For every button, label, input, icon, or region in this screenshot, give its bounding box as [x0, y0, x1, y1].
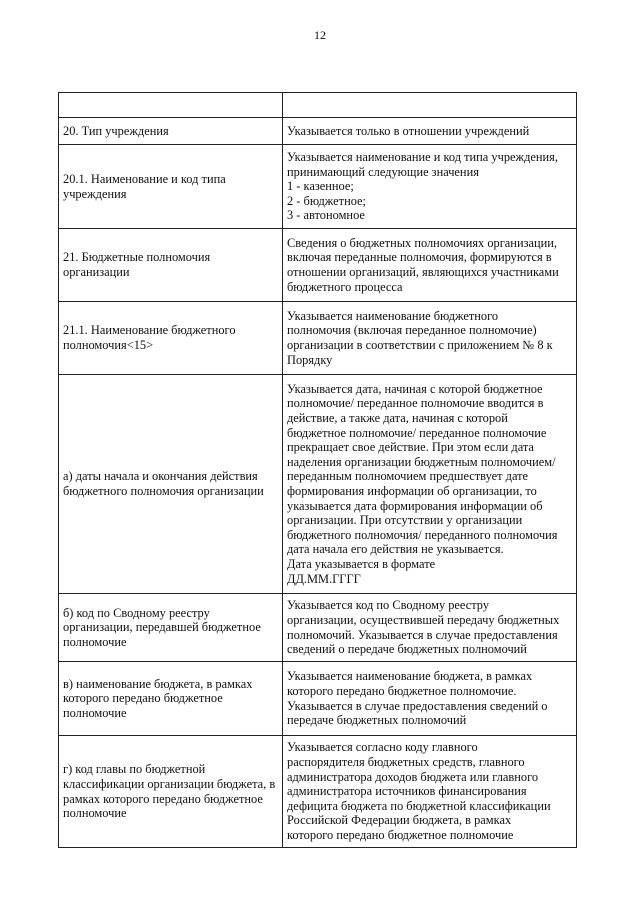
cell-line: Порядку [287, 352, 333, 367]
cell-left: 20.1. Наименование и код типа учреждения [59, 145, 283, 229]
table-row [59, 229, 577, 302]
cell-right [283, 375, 577, 594]
cell-line: включая переданные полномочия, формируются в [287, 250, 552, 265]
cell-line: администратора доходов бюджета или главного [287, 769, 539, 784]
cell-line: указывается дата формирования информации об [287, 498, 543, 513]
table-row [59, 145, 577, 229]
cell-left: г) код главы по бюджетной классификации организации бюджета, в рамках которого передано бюджетное полномочие [59, 736, 283, 848]
cell-right [283, 736, 577, 848]
cell-line: 2 - бюджетное; [287, 193, 366, 208]
cell-left: 21. Бюджетные полномочия организации [59, 229, 283, 302]
cell-line: бюджетного полномочия/ переданного полномочия [287, 527, 558, 542]
cell-line: бюджетного процесса [287, 279, 403, 294]
cell-line: наделения организации бюджетным полномочием/ [287, 454, 556, 469]
cell-right [283, 594, 577, 662]
cell-line: которого передано бюджетное полномочие [287, 827, 514, 842]
cell-line: дата начала его действия не указывается. [287, 542, 504, 557]
cell-line: Указывается наименование бюджета, в рамках [287, 669, 533, 684]
cell-line: полномочий. Указывается в случае предоставления [287, 627, 558, 642]
cell-line: Указывается дата, начиная с которой бюджетное [287, 381, 543, 396]
cell-line: полномочия (включая переданное полномочие) [287, 323, 537, 338]
cell-line: Российской Федерации бюджета, в рамках [287, 813, 512, 828]
cell-line: организации. При отсутствии у организации [287, 513, 523, 528]
cell-line: Указывается только в отношении учреждений [287, 123, 530, 138]
cell-line: Дата указывается в формате [287, 556, 436, 571]
cell-line: Указывается наименование и код типа учреждения, [287, 150, 558, 165]
cell-left: 21.1. Наименование бюджетного полномочия<15> [59, 302, 283, 375]
cell-line: которого передано бюджетное полномочие. [287, 683, 517, 698]
cell-line: действие, а также дата, начиная с которой [287, 411, 508, 426]
cell-line: 1 - казенное; [287, 179, 354, 194]
cell-line: отношении организаций, являющихся участниками [287, 265, 559, 279]
cell-left: б) код по Сводному реестру организации, передавшей бюджетное полномочие [59, 594, 283, 662]
cell-line: прекращает свое действие. При этом если дата [287, 440, 534, 455]
cell-line: формирования информации об организации, то [287, 484, 537, 498]
cell-line: организации, осуществившей передачу бюджетных [287, 612, 560, 627]
cell-right [283, 302, 577, 375]
cell-left: 20. Тип учреждения [59, 118, 283, 145]
cell-line: 3 - автономное [287, 208, 365, 223]
cell-right [283, 145, 577, 229]
cell-line: распорядителя бюджетных средств, главного [287, 755, 525, 770]
cell-line: организации в соответствии с приложением № 8 к [287, 338, 553, 352]
table-row-header [59, 93, 577, 118]
cell-left: в) наименование бюджета, в рамках которого передано бюджетное полномочие [59, 662, 283, 736]
cell-line: администратора источников финансирования [287, 784, 527, 799]
cell-right [283, 118, 577, 145]
cell-line: Указывается согласно коду главного [287, 740, 478, 755]
cell-line: сведений о передаче бюджетных полномочий [287, 642, 527, 657]
table-row [59, 302, 577, 375]
cell-right [283, 662, 577, 736]
cell-line: переданным полномочием предшествует дате [287, 469, 529, 484]
document-table [58, 92, 577, 848]
cell-left: а) даты начала и окончания действия бюджетного полномочия организации [59, 375, 283, 594]
cell-line: Указывается код по Сводному реестру [287, 598, 490, 613]
cell-line: дефицита бюджета по бюджетной классификации [287, 798, 551, 813]
page-number: 12 [314, 28, 326, 42]
cell-line: бюджетное полномочие/ переданное полномочие [287, 425, 547, 440]
cell-line: ДД.ММ.ГГГГ [287, 571, 361, 586]
cell-right [283, 93, 577, 118]
cell-line: Сведения о бюджетных полномочиях организации, [287, 235, 557, 250]
cell-left [59, 93, 283, 118]
table-row [59, 118, 577, 145]
cell-line: передаче бюджетных полномочий [287, 713, 467, 728]
table-row [59, 375, 577, 594]
cell-right [283, 229, 577, 302]
cell-line: Указывается наименование бюджетного [287, 308, 499, 323]
cell-line: Указывается в случае предоставления сведений о [287, 698, 548, 713]
table-row [59, 662, 577, 736]
cell-line: принимающий следующие значения [287, 164, 479, 179]
table-row [59, 736, 577, 848]
table-row [59, 594, 577, 662]
cell-line: полномочие/ переданное полномочие вводится в [287, 396, 544, 411]
